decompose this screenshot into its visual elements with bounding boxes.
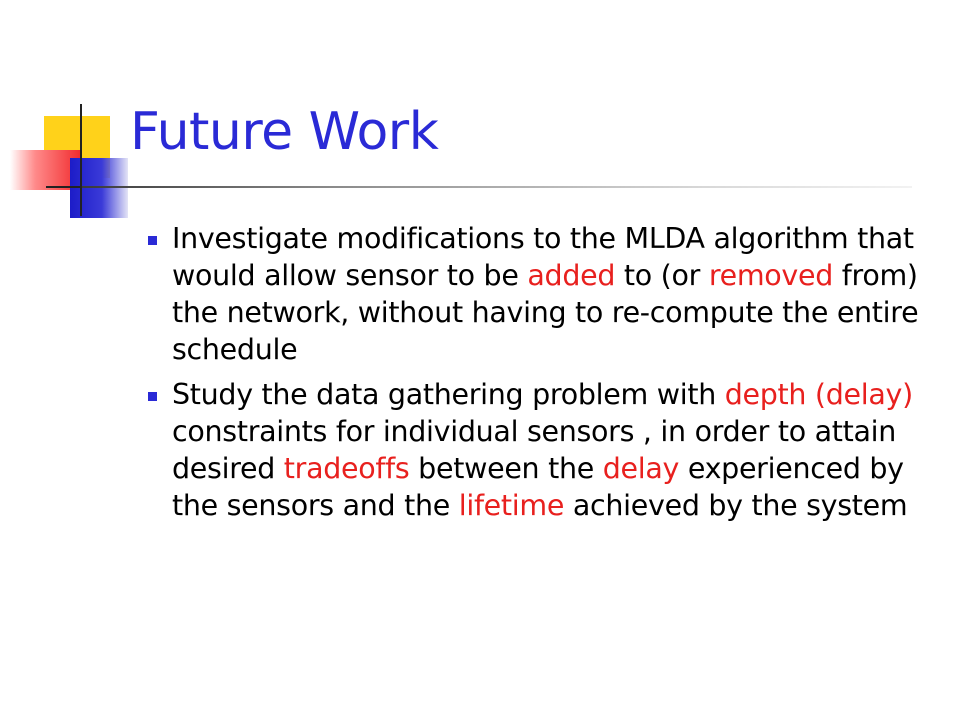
bullet-item: [150, 220, 930, 368]
logo-vertical-line: [80, 104, 82, 216]
bullet-text: experienced by the sensors and the: [172, 452, 904, 522]
bullet-text: Study the data gathering problem with: [172, 378, 725, 411]
bullet-list: [150, 220, 930, 532]
bullet-text: achieved by the system: [564, 489, 908, 522]
title-underline-rule: [82, 186, 912, 188]
highlighted-text: delay: [602, 452, 680, 485]
slide-title: Future Work: [130, 102, 439, 162]
blue-square: [70, 158, 128, 218]
bullet-text: Investigate modifications to the MLDA algorithm that would allow sensor to be: [172, 222, 914, 292]
highlighted-text: depth (delay): [724, 378, 913, 411]
bullet-text: between the: [409, 452, 603, 485]
highlighted-text: added: [527, 259, 616, 292]
highlighted-text: tradeoffs: [283, 452, 410, 485]
bullet-text: constraints for individual sensors , in order to attain desired: [172, 415, 897, 485]
square-bullet-icon: [148, 236, 157, 245]
bullet-text: to (or: [615, 259, 709, 292]
highlighted-text: removed: [708, 259, 834, 292]
bullet-text: from) the network, without having to re-compute the entire schedule: [172, 259, 919, 366]
square-bullet-icon: [148, 392, 157, 401]
bullet-item: [150, 376, 930, 524]
highlighted-text: lifetime: [458, 489, 565, 522]
